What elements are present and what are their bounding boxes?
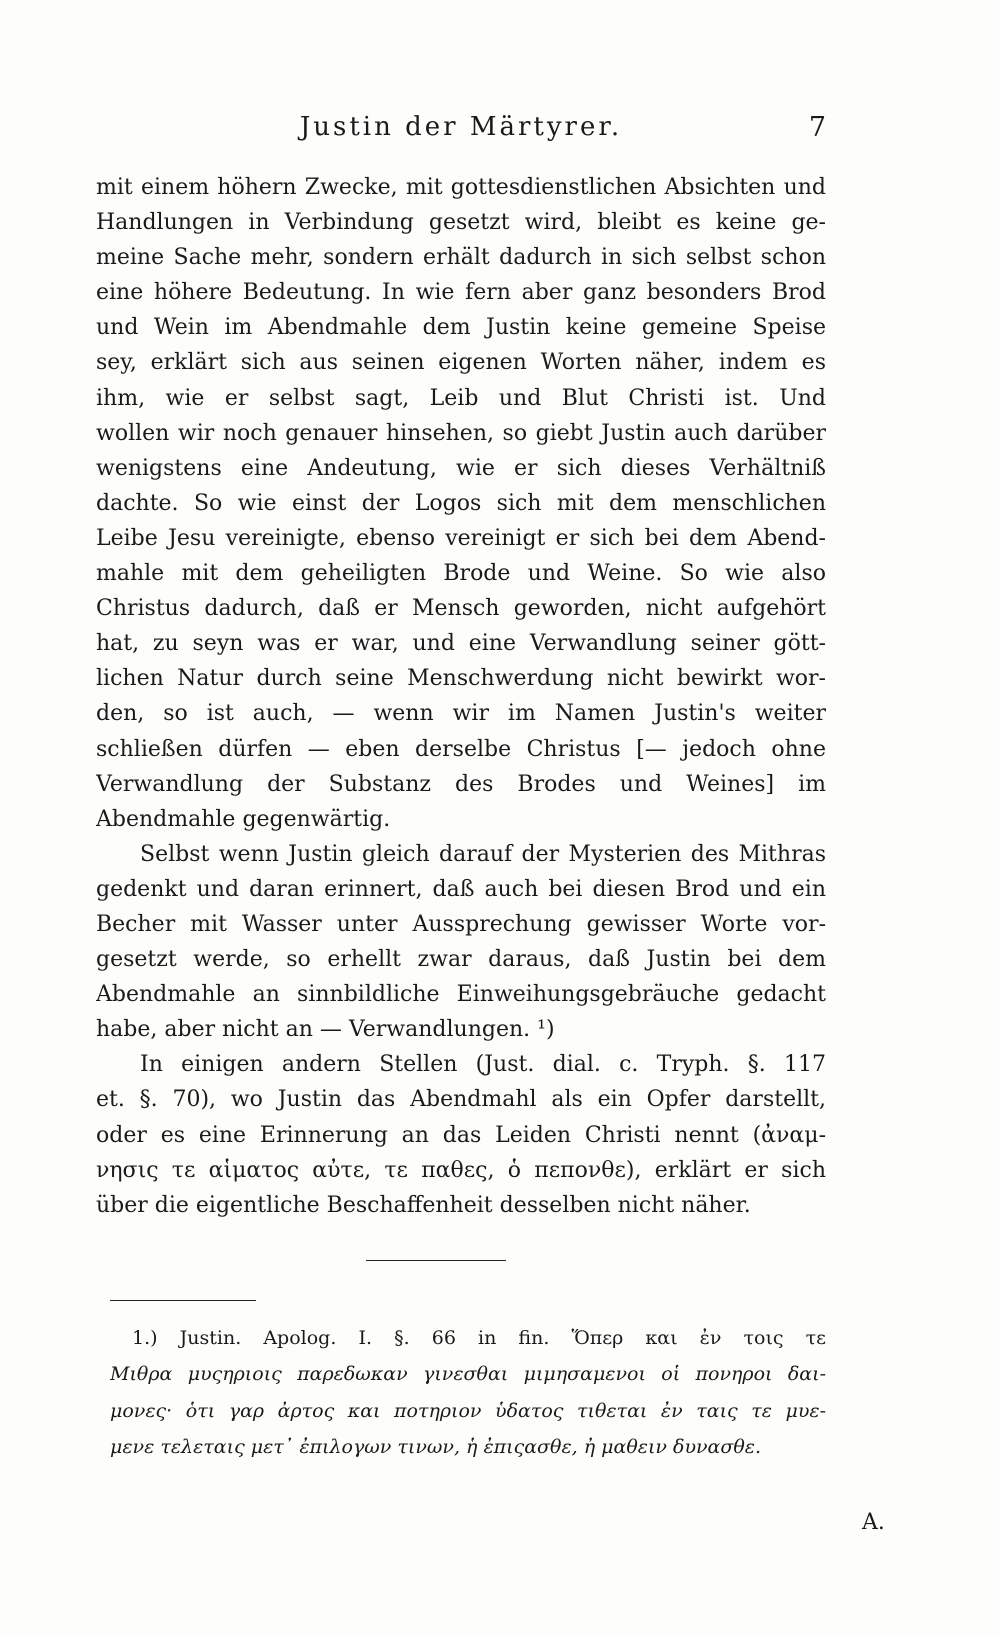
- text-line: wenigstens eine Andeutung, wie er sich dieses Verhältniß: [96, 455, 826, 481]
- running-head: [96, 112, 826, 148]
- text-line: Abendmahle gegenwärtig.: [96, 806, 391, 832]
- signature-mark: A.: [862, 1510, 885, 1535]
- text-line: et. §. 70), wo Justin das Abendmahl als ein Opfer darstellt,: [96, 1087, 826, 1113]
- footnote-line: Μιθρα μυςηριοις παρεδωκαν γινεσθαι μιμησαμενοι οἱ πονηροι δαι-: [110, 1363, 826, 1386]
- text-line: νησις τε αἱματος αὐτε, τε παθες, ὁ πεπονθε), erklärt er sich: [96, 1157, 826, 1183]
- text-line: Christus dadurch, daß er Mensch geworden, nicht aufgehört: [96, 596, 826, 622]
- footnote: [110, 1320, 826, 1465]
- text-line: Abendmahle an sinnbildliche Einweihungsgebräuche gedacht: [96, 982, 826, 1008]
- text-line: ihm, wie er selbst sagt, Leib und Blut Christi ist. Und: [96, 385, 826, 411]
- text-line: über die eigentliche Beschaffenheit desselben nicht näher.: [96, 1192, 751, 1218]
- text-line: schließen dürfen — eben derselbe Christus [— jedoch ohne: [96, 736, 826, 762]
- text-line: und Wein im Abendmahle dem Justin keine gemeine Speise: [96, 315, 826, 341]
- text-line: gesetzt werde, so erhellt zwar daraus, daß Justin bei dem: [96, 947, 826, 973]
- text-line: hat, zu seyn was er war, und eine Verwandlung seiner gött-: [96, 631, 826, 657]
- footnote-rule: [110, 1300, 256, 1301]
- text-line: oder es eine Erinnerung an das Leiden Christi nennt (ἀναμ-: [96, 1122, 826, 1148]
- text-line: gedenkt und daran erinnert, daß auch bei diesen Brod und ein: [96, 876, 826, 902]
- body-text: [96, 170, 826, 1223]
- section-divider: [366, 1260, 506, 1261]
- text-line: wollen wir noch genauer hinsehen, so giebt Justin auch darüber: [96, 420, 826, 446]
- text-line: eine höhere Bedeutung. In wie fern aber ganz besonders Brod: [96, 280, 826, 306]
- text-line: Becher mit Wasser unter Aussprechung gewisser Worte vor-: [96, 911, 826, 937]
- running-title: Justin der Märtyrer.: [299, 112, 623, 142]
- footnote-line: 1.) Justin. Apolog. I. §. 66 in fin. Ὅπερ και ἐν τοις τε: [132, 1327, 826, 1349]
- text-line: dachte. So wie einst der Logos sich mit dem menschlichen: [96, 490, 826, 516]
- text-line: Verwandlung der Substanz des Brodes und Weines] im: [96, 771, 826, 797]
- page-number: 7: [808, 112, 826, 143]
- text-line: mit einem höhern Zwecke, mit gottesdienstlichen Absichten und: [96, 175, 826, 200]
- text-line: Selbst wenn Justin gleich darauf der Mysterien des Mithras: [140, 841, 826, 867]
- text-line: Leibe Jesu vereinigte, ebenso vereinigt er sich bei dem Abend-: [96, 525, 826, 551]
- text-line: den, so ist auch, — wenn wir im Namen Justin's weiter: [96, 701, 826, 727]
- footnote-line: μενε τελεταις μετ᾽ ἐπιλογων τινων, ἡ ἐπιςασθε, ἠ μαθειν δυνασθε.: [110, 1435, 762, 1458]
- text-line: lichen Natur durch seine Menschwerdung nicht bewirkt wor-: [96, 666, 826, 692]
- text-line: habe, aber nicht an — Verwandlungen. ¹): [96, 1017, 555, 1043]
- text-line: mahle mit dem geheiligten Brode und Weine. So wie also: [96, 561, 826, 587]
- text-line: Handlungen in Verbindung gesetzt wird, bleibt es keine ge-: [96, 210, 826, 236]
- text-line: In einigen andern Stellen (Just. dial. c. Tryph. §. 117: [140, 1052, 826, 1078]
- footnote-line: μονες· ὁτι γαρ ἀρτος και ποτηριον ὑδατος τιθεται ἐν ταις τε μυε-: [110, 1399, 826, 1422]
- text-line: sey, erklärt sich aus seinen eigenen Worten näher, indem es: [96, 350, 826, 376]
- text-line: meine Sache mehr, sondern erhält dadurch in sich selbst schon: [96, 245, 826, 271]
